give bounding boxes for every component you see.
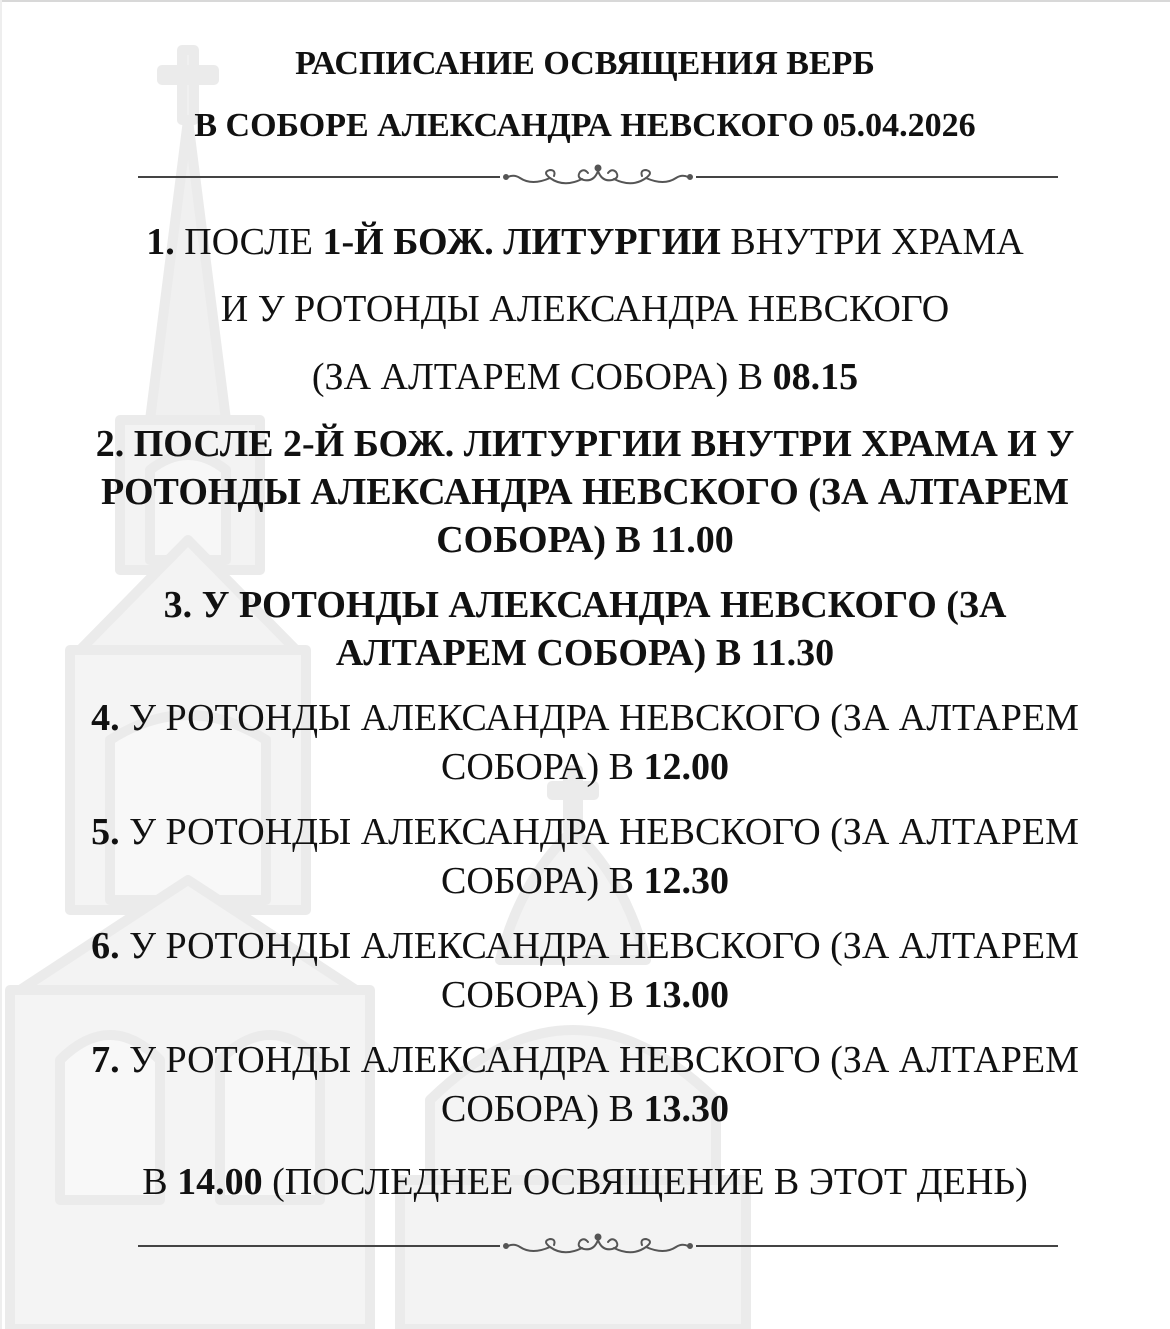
- final-pre: В: [142, 1161, 168, 1203]
- item-4-number: 4.: [91, 697, 120, 739]
- item-6-text: У РОТОНДЫ АЛЕКСАНДРА НЕВСКОГО (ЗА АЛТАРЕМ: [129, 925, 1079, 967]
- item-5-text: У РОТОНДЫ АЛЕКСАНДРА НЕВСКОГО (ЗА АЛТАРЕМ: [129, 811, 1079, 853]
- item-1-line-1: [40, 215, 1130, 269]
- item-4-location: СОБОРА) В: [440, 746, 634, 788]
- item-5-line-2: [40, 854, 1130, 908]
- top-divider: [138, 162, 1058, 192]
- item-5-location: СОБОРА) В: [440, 860, 634, 902]
- item-1-number: 1.: [146, 221, 175, 263]
- item-1-time: 08.15: [772, 356, 859, 398]
- item-1-pre: ПОСЛЕ: [184, 221, 313, 263]
- item-1-line-2: И У РОТОНДЫ АЛЕКСАНДРА НЕВСКОГО: [220, 288, 950, 330]
- item-7-time: 13.30: [643, 1088, 729, 1130]
- item-7-location: СОБОРА) В: [440, 1088, 634, 1130]
- item-4-text: У РОТОНДЫ АЛЕКСАНДРА НЕВСКОГО (ЗА АЛТАРЕМ: [129, 697, 1079, 739]
- bottom-divider: [138, 1231, 1058, 1261]
- title-line-2: В СОБОРЕ АЛЕКСАНДРА НЕВСКОГО 05.04.2026: [194, 107, 976, 144]
- item-2-line-1: 2. ПОСЛЕ 2-Й БОЖ. ЛИТУРГИИ ВНУТРИ ХРАМА И У: [95, 423, 1075, 465]
- flourish-ornament-icon: [502, 1231, 694, 1261]
- item-7-line-2: [40, 1082, 1130, 1136]
- flourish-ornament-icon: [502, 162, 694, 192]
- divider-rule-left: [138, 176, 500, 178]
- item-6-line-1: [40, 919, 1130, 973]
- final-time: 14.00: [177, 1161, 263, 1203]
- item-6-line-2: [40, 968, 1130, 1022]
- item-7-line-1: [40, 1033, 1130, 1087]
- item-4-line-2: [40, 740, 1130, 794]
- item-4-line-1: [40, 691, 1130, 745]
- item-7-number: 7.: [91, 1039, 120, 1081]
- title-line-1: РАСПИСАНИЕ ОСВЯЩЕНИЯ ВЕРБ: [295, 45, 875, 82]
- item-6-number: 6.: [91, 925, 120, 967]
- final-note: (ПОСЛЕДНЕЕ ОСВЯЩЕНИЕ В ЭТОТ ДЕНЬ): [272, 1161, 1028, 1203]
- item-2-line-3: СОБОРА) В 11.00: [436, 519, 734, 561]
- item-3-line-2: АЛТАРЕМ СОБОРА) В 11.30: [335, 632, 835, 674]
- divider-rule-left: [138, 1245, 500, 1247]
- item-5-number: 5.: [91, 811, 120, 853]
- item-1-bold: 1-Й БОЖ. ЛИТУРГИИ: [322, 221, 721, 263]
- item-1-post: ВНУТРИ ХРАМА: [730, 221, 1024, 263]
- item-7-text: У РОТОНДЫ АЛЕКСАНДРА НЕВСКОГО (ЗА АЛТАРЕМ: [129, 1039, 1079, 1081]
- item-4-time: 12.00: [643, 746, 729, 788]
- item-6-time: 13.00: [643, 974, 729, 1016]
- item-3-line-1: 3. У РОТОНДЫ АЛЕКСАНДРА НЕВСКОГО (ЗА: [163, 584, 1007, 626]
- item-1-line-3: [40, 350, 1130, 404]
- item-1-location: (ЗА АЛТАРЕМ СОБОРА) В: [311, 356, 764, 398]
- item-5-line-1: [40, 805, 1130, 859]
- final-line: [40, 1155, 1130, 1209]
- item-6-location: СОБОРА) В: [440, 974, 634, 1016]
- item-2-line-2: РОТОНДЫ АЛЕКСАНДРА НЕВСКОГО (ЗА АЛТАРЕМ: [100, 471, 1070, 513]
- divider-rule-right: [696, 176, 1058, 178]
- divider-rule-right: [696, 1245, 1058, 1247]
- item-5-time: 12.30: [643, 860, 729, 902]
